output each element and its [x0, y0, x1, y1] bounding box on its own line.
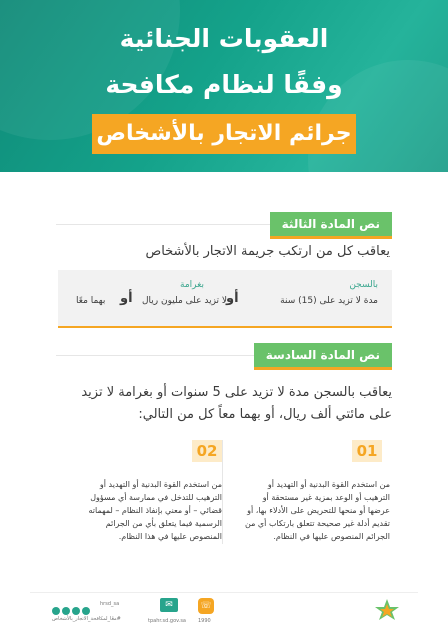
ministry-logo-icon: [372, 598, 402, 622]
article3-label: نص المادة الثالثة: [270, 212, 392, 239]
footer-divider: [30, 592, 418, 593]
penalty-box: [58, 270, 392, 328]
item-text-02: من استخدم القوة البدنية أو التهديد أو الترهيب للتدخل في ممارسة أي مسؤول قضائي – أو معني بإنفاذ النظام – لمهماته الرسمية فيما يتعلق بأي من الجرائم المنصوص عليها في هذا النظام.: [88, 480, 222, 541]
column-divider: [222, 440, 223, 544]
item-number-01: 01: [352, 440, 382, 462]
facebook-icon[interactable]: [62, 607, 70, 615]
social-handle: hrsd_sa: [100, 601, 120, 607]
phone-icon: ☏: [198, 598, 214, 614]
call-number: 1990: [198, 618, 211, 624]
email-address: tpahr.sd.gov.sa: [148, 618, 186, 624]
header-highlight: جرائم الاتجار بالأشخاص: [92, 114, 356, 154]
header-banner: [0, 0, 448, 172]
article3-text: يعاقب كل من ارتكب جريمة الاتجار بالأشخاص: [145, 244, 390, 259]
both-text: بهما معًا: [76, 296, 106, 306]
fine-text: لا تزيد على مليون ريال: [142, 296, 228, 306]
item-number-02: 02: [192, 440, 222, 462]
article6-label: نص المادة السادسة: [254, 343, 392, 370]
jail-text: مدة لا تزيد على (15) سنة: [280, 296, 378, 306]
article6-text: يعاقب بالسجن مدة لا تزيد على 5 سنوات أو بغرامة لا تزيد على مائتي ألف ريال، أو بهما معاً كل من التالي:: [81, 385, 392, 422]
twitter-icon[interactable]: [52, 607, 60, 615]
campaign-hashtag: #معًا_لمكافحة_الاتجار_بالأشخاص: [52, 616, 121, 622]
fine-heading: بغرامة: [180, 280, 204, 290]
item-text-01: من استخدم القوة البدنية أو التهديد أو الترهيب أو الوعد بمزية غير مستحقة أو عرضها أو منحها للتحريض على الأدلاء بها، أو تقديم أدلة غير صحيحة تتعلق بارتكاب أي من الجرائم المنصوص عليها في النظام.: [245, 480, 390, 541]
or-separator: أو: [226, 291, 239, 306]
header-title-line2: وفقًا لنظام مكافحة: [105, 70, 343, 99]
jail-heading: بالسجن: [349, 280, 378, 290]
instagram-icon[interactable]: [82, 607, 90, 615]
youtube-icon[interactable]: [72, 607, 80, 615]
or-separator: أو: [120, 291, 133, 306]
header-title-line1: العقوبات الجنائية: [119, 24, 329, 53]
social-icons: [52, 600, 92, 610]
email-icon: ✉: [160, 598, 178, 612]
